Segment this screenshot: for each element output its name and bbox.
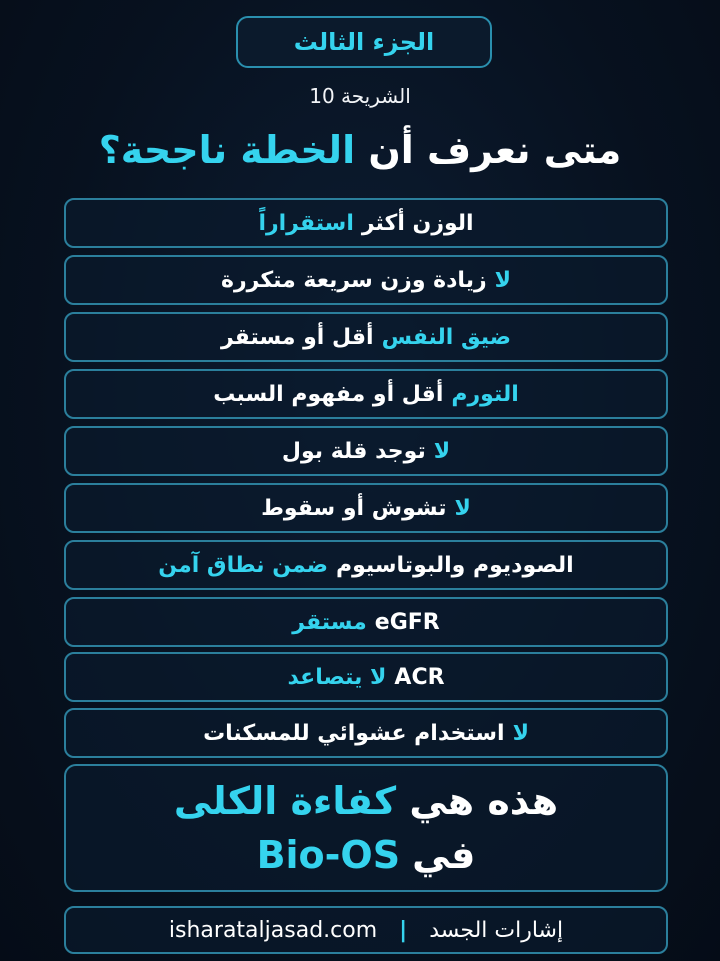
list-item-acr: [64, 652, 668, 702]
item-highlight: لا: [494, 267, 512, 293]
conclusion-word: في: [412, 833, 476, 877]
list-item-swelling: [64, 369, 668, 419]
item-highlight: لا يتصاعد: [287, 664, 387, 690]
list-item-urine: [64, 426, 668, 476]
brand-name: إشارات الجسد: [429, 917, 564, 943]
item-text: الصوديوم والبوتاسيوم: [336, 552, 574, 578]
item-text: زيادة وزن سريعة متكررة: [220, 267, 487, 293]
item-text: توجد قلة بول: [281, 438, 426, 464]
slide-number: الشريحة 10: [309, 84, 411, 108]
list-item-electrolytes: [64, 540, 668, 590]
list-item-confusion: [64, 483, 668, 533]
item-highlight: لا: [433, 438, 451, 464]
conclusion-line-2: [257, 828, 476, 882]
item-highlight: ضيق النفس: [381, 324, 512, 350]
list-item-painkillers: [64, 708, 668, 758]
item-text: استخدام عشوائي للمسكنات: [203, 720, 505, 746]
title-highlight: الخطة ناجحة؟: [98, 128, 356, 172]
item-text: ACR: [394, 664, 445, 690]
footer-separator: |: [399, 917, 408, 943]
footer: [64, 906, 668, 954]
item-highlight: التورم: [451, 381, 519, 407]
item-highlight: ضمن نطاق آمن: [158, 552, 329, 578]
part-badge: [236, 16, 492, 68]
list-item-weight-gain: [64, 255, 668, 305]
conclusion-line-1: [174, 774, 558, 828]
item-text: أقل أو مستقر: [220, 324, 374, 350]
item-text: الوزن أكثر: [361, 210, 474, 236]
conclusion-box: [64, 764, 668, 892]
item-text: تشوش أو سقوط: [261, 495, 447, 521]
item-highlight: مستقر: [292, 609, 367, 635]
item-text: eGFR: [374, 609, 440, 635]
page-title: [0, 128, 720, 172]
item-highlight: لا: [512, 720, 529, 746]
item-text: أقل أو مفهوم السبب: [213, 381, 444, 407]
list-item-breath: [64, 312, 668, 362]
conclusion-prefix: هذه هي: [409, 779, 559, 823]
list-item-egfr: [64, 597, 668, 647]
item-highlight: استقراراً: [258, 210, 354, 236]
part-label: الجزء الثالث: [293, 28, 435, 56]
website-link[interactable]: isharataljasad.com: [168, 917, 378, 943]
title-prefix: متى نعرف أن: [368, 128, 622, 172]
list-item-weight: [64, 198, 668, 248]
conclusion-brand: Bio-OS: [256, 833, 401, 877]
item-highlight: لا: [454, 495, 471, 521]
conclusion-highlight: كفاءة الكلى: [173, 779, 397, 823]
